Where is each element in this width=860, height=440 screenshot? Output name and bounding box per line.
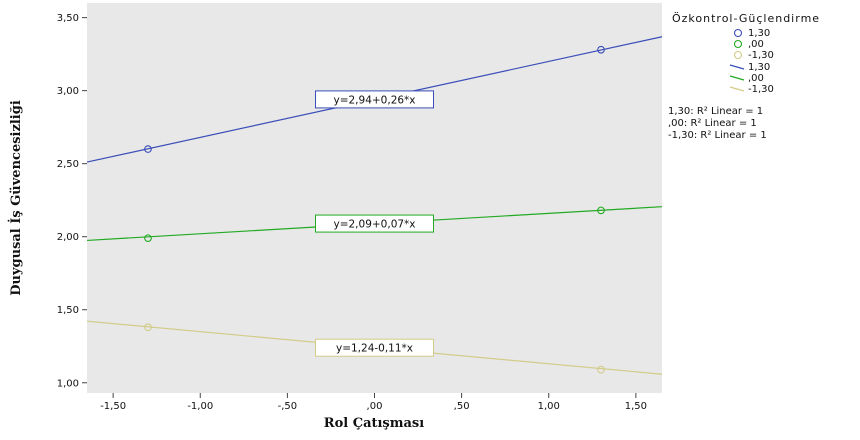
equation-label: y=1,24-0,11*x	[335, 342, 414, 355]
legend-point-label: 1,30	[748, 28, 771, 39]
x-tick-label: ,00	[366, 401, 383, 412]
legend-marker-icon	[735, 30, 742, 37]
legend-rsq-label: -1,30: R² Linear = 1	[668, 130, 767, 141]
x-tick-label: 1,50	[624, 401, 647, 412]
y-tick-label: 2,00	[56, 232, 79, 244]
legend-rsq-label: ,00: R² Linear = 1	[668, 118, 757, 129]
y-tick-label: 2,50	[56, 159, 79, 171]
legend-rsq-label: 1,30: R² Linear = 1	[668, 106, 764, 117]
legend-marker-icon	[735, 52, 742, 59]
x-tick-label: ,50	[453, 401, 470, 412]
y-axis-title: Duygusal İş Güvencesizliği	[9, 100, 24, 296]
x-tick-label: -1,50	[100, 401, 127, 412]
x-tick-label: 1,00	[537, 401, 560, 412]
legend-line-label: -1,30	[748, 84, 774, 95]
y-tick-label: 1,00	[56, 378, 79, 390]
legend-line-label: ,00	[748, 73, 764, 84]
plot-area	[87, 3, 662, 393]
y-tick-label: 3,50	[56, 13, 79, 25]
legend-point-label: -1,30	[748, 50, 774, 61]
legend-title: Özkontrol-Güçlendirme	[672, 12, 821, 25]
legend-marker-icon	[735, 41, 742, 48]
equation-label: y=2,09+0,07*x	[333, 218, 416, 231]
legend-line-label: 1,30	[748, 62, 771, 73]
legend	[668, 12, 820, 141]
x-tick-label: -,50	[277, 401, 298, 412]
y-tick-label: 3,00	[56, 86, 79, 98]
x-tick-label: -1,00	[187, 401, 214, 412]
x-axis	[100, 393, 647, 412]
legend-line-icon	[730, 87, 744, 91]
y-tick-label: 1,50	[56, 305, 79, 317]
legend-line-icon	[730, 65, 744, 69]
legend-line-icon	[730, 76, 744, 80]
legend-point-label: ,00	[748, 39, 764, 50]
x-axis-title: Rol Çatışması	[323, 416, 425, 431]
equation-label: y=2,94+0,26*x	[333, 94, 416, 107]
y-axis	[57, 13, 87, 389]
